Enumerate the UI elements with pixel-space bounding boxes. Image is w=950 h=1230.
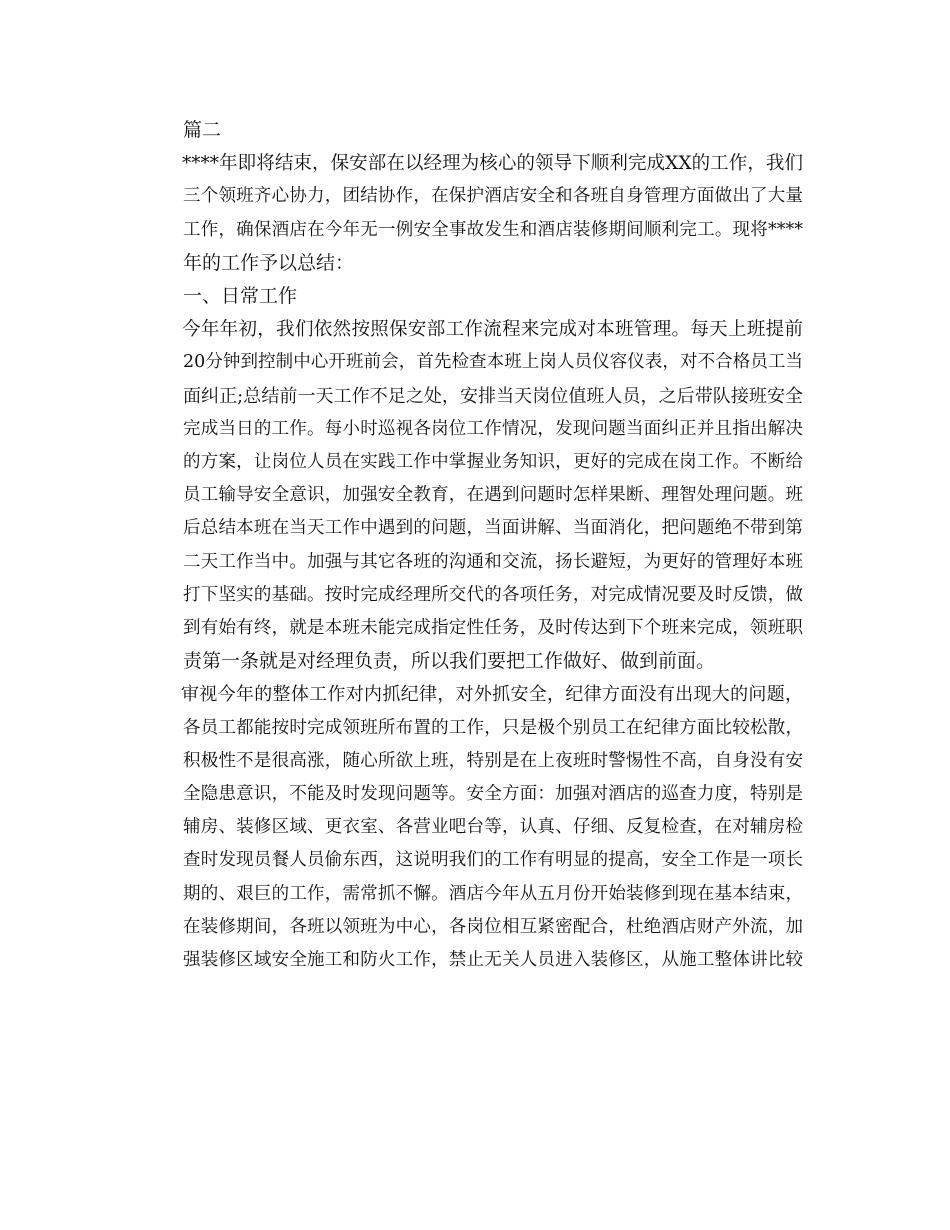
text-line: 员工输导安全意识，加强安全教育，在遇到问题时怎样果断、理智处理问题。班	[183, 485, 803, 506]
text-line: 全隐患意识，不能及时发现问题等。安全方面：加强对酒店的巡查力度，特别是	[183, 784, 803, 805]
text-line: 的方案，让岗位人员在实践工作中掌握业务知识，更好的完成在岗工作。不断给	[183, 452, 803, 473]
text-line: 20分钟到控制中心开班前会，首先检查本班上岗人员仪容仪表，对不合格员工当	[183, 352, 803, 373]
text-line: 打下坚实的基础。按时完成经理所交代的各项任务，对完成情况要及时反馈，做	[183, 584, 803, 605]
text-line: 责第一条就是对经理负责，所以我们要把工作做好、做到前面。	[183, 650, 716, 673]
text-line: 到有始有终，就是本班未能完成指定性任务，及时传达到下个班来完成，领班职	[183, 618, 803, 639]
subsection-heading: 一、日常工作	[183, 285, 298, 308]
text-line: 积极性不是很高涨，随心所欲上班，特别是在上夜班时警惕性不高，自身没有安	[183, 750, 803, 771]
text-line: 面纠正;总结前一天工作不足之处，安排当天岗位值班人员，之后带队接班安全	[183, 385, 803, 407]
text-line: 年的工作予以总结：	[183, 251, 355, 274]
text-line: 各员工都能按时完成领班所布置的工作，只是极个别员工在纪律方面比较松散，	[183, 717, 803, 738]
text-line: 完成当日的工作。每小时巡视各岗位工作情况，发现问题当面纠正并且指出解决	[183, 418, 803, 439]
text-line: 今年年初，我们依然按照保安部工作流程来完成对本班管理。每天上班提前	[182, 319, 803, 341]
text-line: 强装修区域安全施工和防火工作，禁止无关人员进入装修区，从施工整体讲比较	[183, 950, 803, 971]
text-line: 辅房、装修区域、更衣室、各营业吧台等，认真、仔细、反复检查，在对辅房检	[183, 817, 803, 838]
text-line: 查时发现员餐人员偷东西，这说明我们的工作有明显的提高，安全工作是一项长	[183, 850, 803, 871]
document-body	[145, 114, 803, 977]
text-line: 后总结本班在当天工作中遇到的问题，当面讲解、当面消化，把问题绝不带到第	[183, 518, 803, 539]
intro-paragraph	[145, 147, 803, 280]
text-line: 审视今年的整体工作对内抓纪律，对外抓安全，纪律方面没有出现大的问题，	[181, 684, 803, 706]
text-line: ****年即将结束，保安部在以经理为核心的领导下顺利完成XX的工作，我们	[182, 153, 803, 175]
text-line: 期的、艰巨的工作，需常抓不懈。酒店今年从五月份开始装修到现在基本结束，	[183, 883, 803, 904]
text-line: 二天工作当中。加强与其它各班的沟通和交流，扬长避短，为更好的管理好本班	[183, 551, 803, 572]
section-heading: 篇二	[183, 119, 222, 141]
text-line: 三个领班齐心协力，团结协作，在保护酒店安全和各班自身管理方面做出了大量	[183, 186, 803, 207]
review-paragraph	[145, 678, 803, 977]
text-line: 工作，确保酒店在今年无一例安全事故发生和酒店装修期间顺利完工。现将****	[183, 219, 803, 240]
text-line: 在装修期间，各班以领班为中心，各岗位相互紧密配合，杜绝酒店财产外流，加	[183, 916, 803, 937]
daily-work-paragraph	[145, 313, 803, 678]
